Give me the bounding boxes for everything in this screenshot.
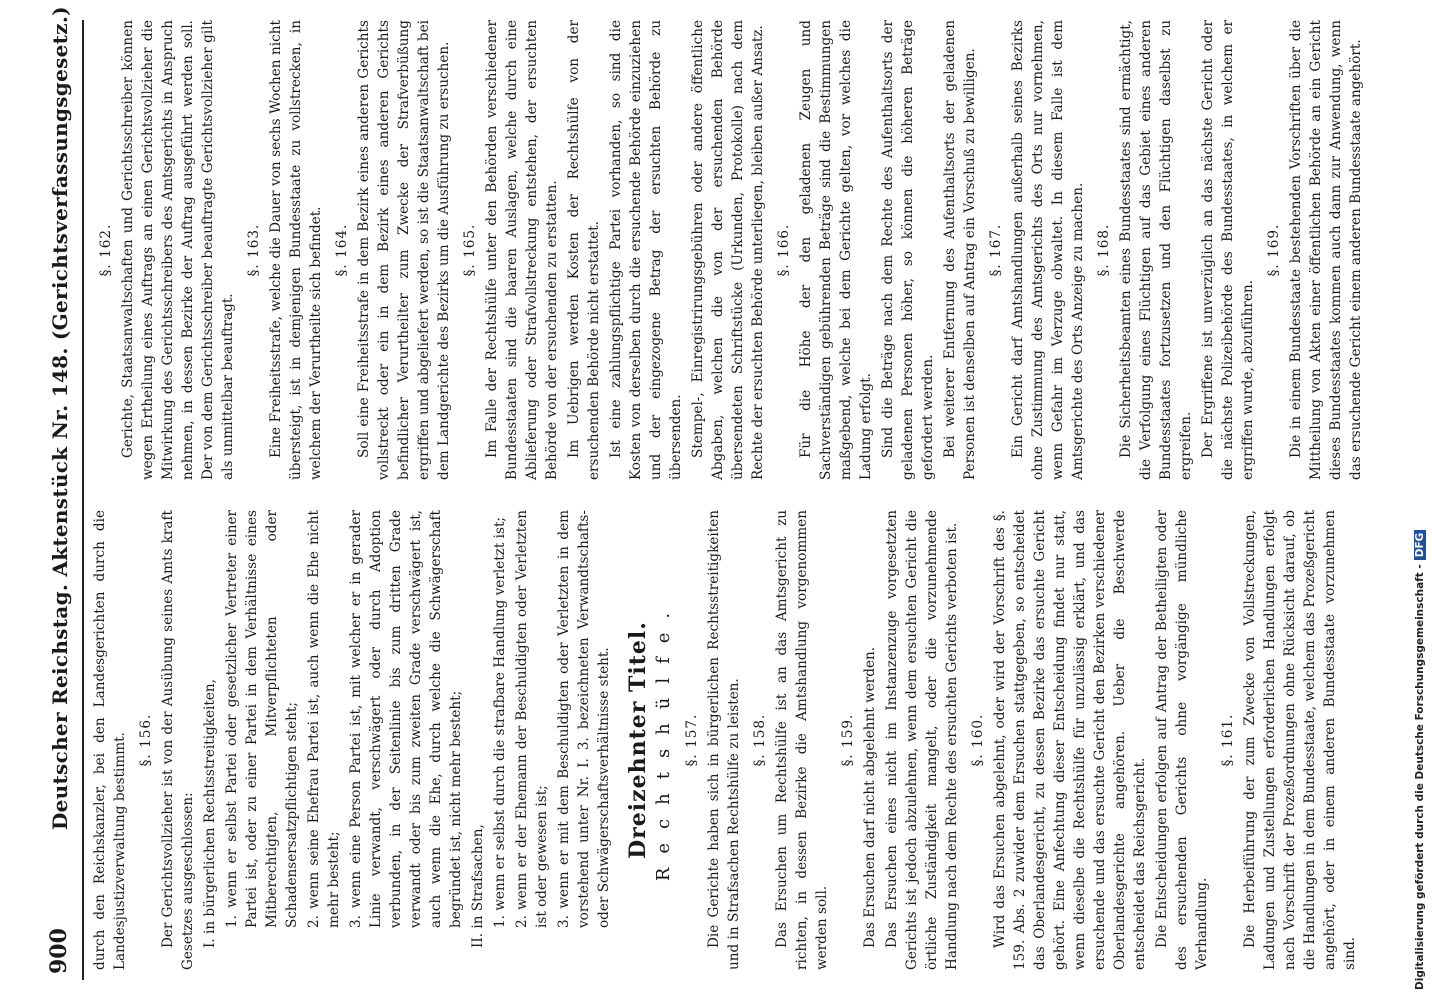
paragraph: Ist eine zahlungspflichtige Partei vorhanden, so sind die Kosten von derselben durch die ersuchende Behörde einzuziehen und der eingezogene Betrag der ersuchten Behörde zu übersenden. [608,20,684,480]
list-item: 2. wenn seine Ehefrau Partei ist, auch wenn die Ehe nicht mehr besteht; [306,510,342,928]
running-title: Deutscher Reichstag. Aktenstück Nr. 148. (Gerichtsverfassungsgesetz.) [48,6,72,830]
paragraph: Der Gerichtsvollzieher ist von der Ausübung seines Amts kraft Gesetzes ausgeschlossen: [160,510,196,970]
right-column [90,20,1368,480]
section-heading: §. 161. [1220,713,1236,767]
section-heading: §. 159. [840,713,856,767]
paragraph: Wird das Ersuchen abgelehnt, oder wird der Vorschrift des §. 159. Abs. 2 zuwider dem Ersuchen stattgegeben, so entscheidet das Oberlandesgericht, zu dessen Bezirke das ersuchte Gericht gehört. Eine Anfechtung dieser Entscheidung findet nur statt, wenn dieselbe die Rechtshülfe für unzulässig erklärt, und das ersuchende und das ersuchte Gericht den Bezirken verschiedener Oberlandesgerichte angehören. Ueber die Beschwerde entscheidet das Reichsgericht. [992,510,1148,970]
paragraph: Die Herbeiführung der zum Zwecke von Vollstreckungen, Ladungen und Zustellungen erforderlichen Handlungen erfolgt nach Vorschrift der Prozeßordnungen ohne Rücksicht darauf, ob die Handlungen in dem Bundesstaate, welchem das Prozeßgericht angehört, oder in einem anderen Bundesstaate vorzunehmen sind. [1242,510,1358,970]
section-heading: §. 165. [462,223,478,277]
section-heading: §. 168. [1096,223,1112,277]
list-item: II. in Strafsachen, [470,824,486,948]
chapter-subtitle: Rechtshülfe. [653,598,674,882]
section-heading: §. 166. [776,223,792,277]
paragraph: Das Ersuchen um Rechtshülfe ist an das Amtsgericht zu richten, in dessen Bezirke die Amtshandlung vorgenommen werden soll. [774,510,830,970]
list-item: 1. wenn er selbst Partei oder gesetzlicher Vertreter einer Partei ist, oder zu einer Partei in dem Verhältnisse eines Mitberechtigten, Mitverpflichteten oder Schadensersatzpflichtigen steht; [224,510,300,928]
paragraph: Der Ergriffene ist unverzüglich an das nächste Gericht oder die nächste Polizeibehörde des Bundesstaates, in welchem er ergriffen wurde, abzuführen. [1200,20,1256,480]
page-header [42,6,78,980]
section-heading: §. 156. [138,713,154,767]
paragraph: Die Gerichte haben sich in bürgerlichen Rechtsstreitigkeiten und in Strafsachen Rechtshülfe zu leisten. [706,510,742,970]
paragraph: Die Sicherheitsbeamten eines Bundesstaates sind ermächtigt, die Verfolgung eines Flüchtigen auf das Gebiet eines anderen Bundesstaates fortzusetzen und den Flüchtigen daselbst zu ergreifen. [1118,20,1194,480]
list-item: 1. wenn er selbst durch die strafbare Handlung verletzt ist; [492,517,508,928]
paragraph: Das Ersuchen eines nicht im Instanzenzuge vorgesetzten Gerichts ist jedoch abzulehnen, wenn dem ersuchten Gericht die örtliche Zuständigkeit mangelt, oder die vorzunehmende Handlung nach dem Rechte des ersuchten Gerichts verboten ist. [884,510,960,970]
paragraph: Die Entscheidungen erfolgen auf Antrag der Betheiligten oder des ersuchenden Gerichts ohne vorgängige mündliche Verhandlung. [1154,510,1210,970]
list-item: 2. wenn er der Ehemann der Beschuldigten oder Verletzten ist oder gewesen ist; [514,510,550,928]
section-heading: §. 158. [752,713,768,767]
left-column [90,510,1362,970]
list-item: I. in bürgerlichen Rechtsstreitigkeiten, [202,679,218,948]
paragraph: Im Falle der Rechtshülfe unter den Behörden verschiedener Bundesstaaten sind die baaren Auslagen, welche durch eine Ablieferung oder Strafvollstreckung entstehen, der ersuchten Behörde von der ersuchenden zu erstatten. [484,20,560,480]
paragraph: Das Ersuchen darf nicht abgelehnt werden. [862,646,878,948]
section-heading: §. 157. [684,713,700,767]
paragraph: Gerichte, Staatsanwaltschaften und Gerichtsschreiber können wegen Ertheilung eines Auftrags an einen Gerichtsvollzieher die Mitwirkung des Gerichtsschreibers des Amtsgerichts in Anspruch nehmen, in dessen Bezirke der Auftrag ausgeführt werden soll. Der von dem Gerichtsschreiber beauftragte Gerichtsvollzieher gilt als unmittelbar beauftragt. [120,20,236,480]
section-heading: §. 167. [988,223,1004,277]
page-number: 900 [46,928,72,974]
paragraph: Stempel-, Einregistrirungsgebühren oder andere öffentliche Abgaben, welchen die von der ersuchenden Behörde übersendeten Schriftstücke (Urkunden, Protokolle) nach dem Rechte der ersuchten Behörde unterliegen, bleiben außer Ansatz. [690,20,766,480]
section-heading: §. 169. [1266,223,1282,277]
paragraph: Bei weiterer Entfernung des Aufenthaltsorts der geladenen Personen ist denselben auf Antrag ein Vorschuß zu bewilligen. [942,20,978,480]
paragraph: Eine Freiheitsstrafe, welche die Dauer von sechs Wochen nicht übersteigt, ist in demjenigen Bundesstaate zu vollstrecken, in welchem der Verurtheilte sich befindet. [268,20,324,480]
section-heading: §. 164. [334,223,350,277]
section-heading: §. 163. [246,223,262,277]
paragraph: durch den Reichskanzler, bei den Landesgerichten durch die Landesjustizverwaltung bestimmt. [92,510,128,970]
list-item: 3. wenn eine Person Partei ist, mit welcher er in gerader Linie verwandt, verschwägert oder durch Adoption verbunden, in der Seitenlinie bis zum dritten Grade verwandt oder bis zum zweiten Grade verschwägert ist, auch wenn die Ehe, durch welche die Schwägerschaft begründet ist, nicht mehr besteht; [348,510,464,928]
chapter-title: Dreizehnter Titel. [625,621,651,859]
paragraph: Im Uebrigen werden Kosten der Rechtshülfe von der ersuchenden Behörde nicht erstattet. [566,20,602,480]
section-heading: §. 160. [970,713,986,767]
paragraph: Sind die Beträge nach dem Rechte des Aufenthaltsorts der geladenen Personen höher, so können die höheren Beträge gefordert werden. [880,20,936,480]
list-item: 3. wenn er mit dem Beschuldigten oder Verletzten in dem vorstehend unter Nr. I. 3. bezeichneten Verwandtschafts- oder Schwägerschaftsverhältnisse steht. [556,510,612,928]
header-rule [82,20,84,980]
document-page [20,0,1400,1000]
paragraph: Für die Höhe der den geladenen Zeugen und Sachverständigen gebührenden Beträge sind die Bestimmungen maßgebend, welche bei dem Gerichte gelten, vor welches die Ladung erfolgt. [798,20,874,480]
section-heading: §. 162. [98,223,114,277]
credit-text: Digitalisierung gefördert durch die Deutsche Forschungsgemeinschaft - [1414,564,1426,990]
digitization-credit [1414,0,1426,990]
paragraph: Soll eine Freiheitsstrafe in dem Bezirk eines anderen Gerichts vollstreckt oder ein in dem Bezirk eines anderen Gerichts befindlicher Verurtheilter zum Zwecke der Strafverbüßung ergriffen und abgeliefert werden, so ist die Staatsanwaltschaft bei dem Landgerichte des Bezirks um die Ausführung zu ersuchen. [356,20,452,480]
paragraph: Die in einem Bundesstaate bestehenden Vorschriften über die Mittheilung von Akten einer öffentlichen Behörde an ein Gericht dieses Bundesstaates kommen auch dann zur Anwendung, wenn das ersuchende Gericht einem anderen Bundesstaate angehört. [1288,20,1364,480]
paragraph: Ein Gericht darf Amtshandlungen außerhalb seines Bezirks ohne Zustimmung des Amtsgerichts des Orts nur vornehmen, wenn Gefahr im Verzuge obwaltet. In diesem Falle ist dem Amtsgerichte des Orts Anzeige zu machen. [1010,20,1086,480]
dfg-logo: DFG [1414,530,1426,561]
